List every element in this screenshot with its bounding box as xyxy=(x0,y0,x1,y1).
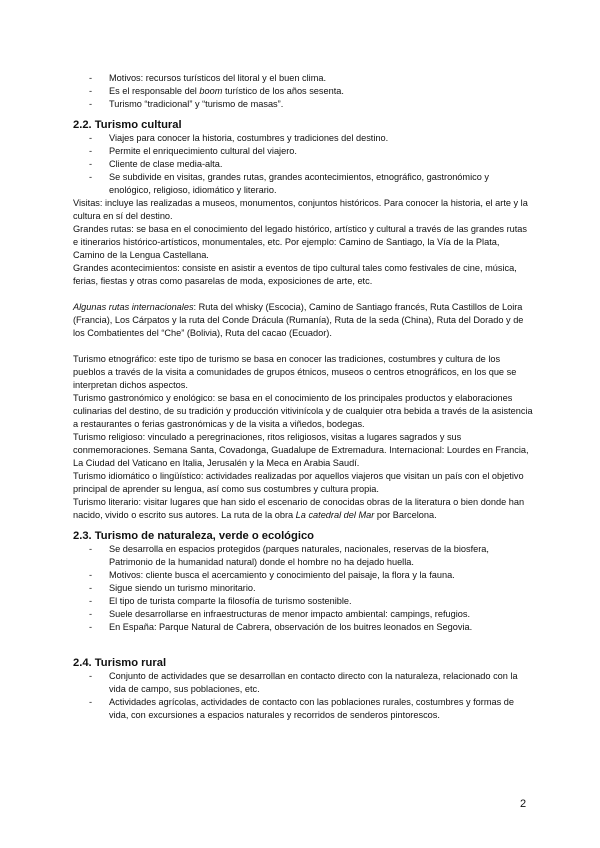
paragraph-turismo-gastronomico: Turismo gastronómico y enológico: se basa en el conocimiento de los principales productos y elaboraciones culinarias del destino, de su tradición y producción vitivinícola y de cualquier otra bebida a través de la asistencia a restaurantes o ferias gastronómicas y de la visita a viñedos, bodegas. xyxy=(73,393,533,429)
page-number: 2 xyxy=(520,798,527,810)
list-item: - Suele desarrollarse en infraestructuras de menor impacto ambiental: campings, refugios. xyxy=(73,608,533,621)
cultural-bullet-list xyxy=(73,132,533,197)
paragraph-grandes-acontecimientos: Grandes acontecimientos: consiste en asistir a eventos de tipo cultural tales como festivales de cine, música, ferias, fiestas y otras como pasarelas de moda, exposiciones de arte, etc. xyxy=(73,263,517,286)
list-item: - Actividades agrícolas, actividades de contacto con las poblaciones rurales, costumbres y formas de vida, con excursiones a espacios naturales y recorridos de senderos pintorescos. xyxy=(73,696,533,722)
page-content xyxy=(73,72,533,722)
list-item: - Conjunto de actividades que se desarrollan en contacto directo con la naturaleza, relacionado con la vida de campo, sus poblaciones, etc. xyxy=(73,670,533,696)
list-item: - Motivos: cliente busca el acercamiento y conocimiento del paisaje, la flora y la fauna. xyxy=(73,569,533,582)
paragraph-turismo-etnografico: Turismo etnográfico: este tipo de turismo se basa en conocer las tradiciones, costumbres y cultura de los pueblos a través de la visita a comunidades de grupos étnicos, museos o centros etnográficos, en los que se interpretan dichos aspectos. xyxy=(73,354,517,390)
emphasis-text: boom xyxy=(199,86,223,96)
emphasis-text: La catedral del Mar xyxy=(295,510,375,520)
paragraph-turismo-religioso: Turismo religioso: vinculado a peregrinaciones, ritos religiosos, visitas a lugares sagrados y sus conmemoraciones. Semana Santa, Covadonga, Guadalupe de Extremadura. Internacional: Lourdes en Francia, La Ciudad del Vaticano en Italia, Jerusalén y la Meca en Arabia Saudí. xyxy=(73,432,529,468)
list-item: - Se desarrolla en espacios protegidos (parques naturales, nacionales, reservas de la biosfera, Patrimonio de la humanidad natural) donde el hombre no ha dejado huella. xyxy=(73,543,533,569)
list-item: - Permite el enriquecimiento cultural del viajero. xyxy=(73,145,533,158)
paragraph-turismo-literario: Turismo literario: visitar lugares que han sido el escenario de conocidas obras de la literatura o bien donde han nacido, vivido o escrito sus autores. La ruta de la obra La catedral del Mar por Barcelona. xyxy=(73,497,525,520)
list-item: - En España: Parque Natural de Cabrera, observación de los buitres leonados en Segovia. xyxy=(73,621,533,634)
nature-bullet-list xyxy=(73,543,533,634)
list-item: - Sigue siendo un turismo minoritario. xyxy=(73,582,533,595)
list-item: - Turismo “tradicional” y “turismo de masas”. xyxy=(73,98,533,111)
paragraph-turismo-idiomatico: Turismo idiomático o lingüístico: actividades realizadas por aquellos viajeros que visitan un país con el objetivo principal de aprender su lengua, así como sus costumbres y cultura propia. xyxy=(73,471,524,494)
section-heading-cultural: 2.2. Turismo cultural xyxy=(73,119,182,131)
intro-bullet-list xyxy=(73,72,533,111)
paragraph-grandes-rutas: Grandes rutas: se basa en el conocimiento del legado histórico, artístico y cultural a través de las grandes rutas e itinerarios histórico-artísticos, monumentales, etc. Por ejemplo: Camino de Santiago, la Vía de la Plata, Camino de la Lengua Castellana. xyxy=(73,224,528,260)
list-item: - Motivos: recursos turísticos del litoral y el buen clima. xyxy=(73,72,533,85)
section-heading-nature: 2.3. Turismo de naturaleza, verde o ecológico xyxy=(73,530,315,542)
list-item: - Viajes para conocer la historia, costumbres y tradiciones del destino. xyxy=(73,132,533,145)
paragraph-rutas-internacionales: Algunas rutas internacionales: Ruta del whisky (Escocia), Camino de Santiago francés, Ruta Castillos de Loira (Francia), Los Cárpatos y la ruta del Conde Drácula (Rumanía), Ruta de la seda (China), Ruta del Dorado y de los Combatientes del “Che” (Bolivia), Ruta del cacao (Ecuador). xyxy=(73,302,524,338)
list-item: - El tipo de turista comparte la filosofía de turismo sostenible. xyxy=(73,595,533,608)
list-item: - Es el responsable del boom turístico de los años sesenta. xyxy=(73,85,533,98)
paragraph-visitas: Visitas: incluye las realizadas a museos, monumentos, conjuntos históricos. Para conocer la historia, el arte y la cultura en sí del destino. xyxy=(73,198,528,221)
section-heading-rural: 2.4. Turismo rural xyxy=(73,657,167,669)
rural-bullet-list xyxy=(73,670,533,722)
list-item: - Cliente de clase media-alta. xyxy=(73,158,533,171)
list-item: - Se subdivide en visitas, grandes rutas, grandes acontecimientos, etnográfico, gastronómico y enológico, religioso, idiomático y literario. xyxy=(73,171,533,197)
emphasis-text: Algunas rutas internacionales xyxy=(73,302,194,312)
